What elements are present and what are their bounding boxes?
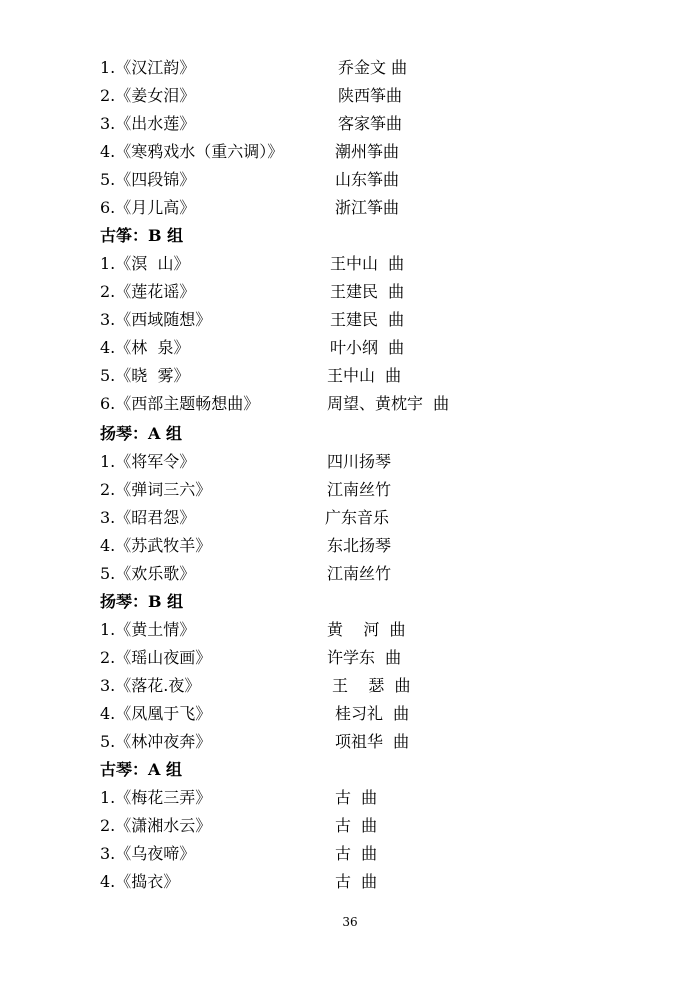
piece-composer: 古 曲: [335, 788, 378, 807]
list-item: [0, 644, 700, 672]
piece-title: 1.《将军令》: [100, 452, 196, 471]
piece-title: 4.《寒鸦戏水（重六调）》: [100, 142, 284, 161]
list-item: [0, 390, 700, 418]
piece-composer: 广东音乐: [325, 508, 390, 527]
section-heading: 扬琴：A 组: [100, 424, 182, 443]
piece-composer: 山东筝曲: [335, 170, 400, 189]
list-item: [0, 672, 700, 700]
piece-composer: 古 曲: [335, 872, 378, 891]
piece-title: 4.《林 泉》: [100, 338, 190, 357]
list-item: [0, 278, 700, 306]
piece-composer: 王 瑟 曲: [332, 676, 411, 695]
piece-composer: 项祖华 曲: [335, 732, 410, 751]
piece-composer: 黄 河 曲: [327, 620, 406, 639]
list-item: [0, 532, 700, 560]
list-item: [0, 82, 700, 110]
piece-title: 3.《乌夜啼》: [100, 844, 196, 863]
piece-title: 2.《姜女泪》: [100, 86, 196, 105]
piece-composer: 王中山 曲: [327, 366, 402, 385]
piece-composer: 古 曲: [335, 816, 378, 835]
list-item: [0, 728, 700, 756]
piece-composer: 古 曲: [335, 844, 378, 863]
list-item: [0, 250, 700, 278]
piece-composer: 潮州筝曲: [335, 142, 400, 161]
piece-title: 5.《林冲夜奔》: [100, 732, 212, 751]
piece-composer: 浙江筝曲: [335, 198, 400, 217]
piece-title: 6.《月儿高》: [100, 198, 196, 217]
piece-title: 1.《黄土情》: [100, 620, 196, 639]
piece-title: 2.《莲花谣》: [100, 282, 196, 301]
piece-title: 5.《欢乐歌》: [100, 564, 196, 583]
piece-title: 2.《潇湘水云》: [100, 816, 212, 835]
list-item: [0, 840, 700, 868]
list-item: [0, 306, 700, 334]
piece-composer: 王中山 曲: [330, 254, 405, 273]
list-item: [0, 448, 700, 476]
piece-composer: 桂习礼 曲: [335, 704, 410, 723]
section-heading: 扬琴：B 组: [100, 592, 184, 611]
piece-composer: 叶小纲 曲: [330, 338, 405, 357]
piece-composer: 四川扬琴: [327, 452, 392, 471]
list-item: [0, 54, 700, 82]
list-item: [0, 868, 700, 896]
piece-composer: 王建民 曲: [330, 282, 405, 301]
piece-composer: 许学东 曲: [327, 648, 402, 667]
piece-title: 5.《四段锦》: [100, 170, 196, 189]
list-item: [0, 166, 700, 194]
list-item: [0, 812, 700, 840]
section-heading: 古琴：A 组: [100, 760, 182, 779]
list-item: [0, 700, 700, 728]
list-item: [0, 560, 700, 588]
list-item: [0, 334, 700, 362]
list-item: [0, 110, 700, 138]
list-item: [0, 784, 700, 812]
piece-composer: 王建民 曲: [330, 310, 405, 329]
piece-title: 4.《凤凰于飞》: [100, 704, 212, 723]
piece-title: 3.《西域随想》: [100, 310, 212, 329]
piece-title: 1.《溟 山》: [100, 254, 190, 273]
piece-title: 3.《昭君怨》: [100, 508, 196, 527]
piece-composer: 周望、黄枕宇 曲: [327, 394, 450, 413]
piece-title: 5.《晓 雾》: [100, 366, 190, 385]
piece-composer: 客家筝曲: [338, 114, 403, 133]
piece-title: 1.《汉江韵》: [100, 58, 196, 77]
piece-composer: 江南丝竹: [327, 480, 392, 499]
piece-composer: 江南丝竹: [327, 564, 392, 583]
list-item: [0, 504, 700, 532]
list-item: [0, 194, 700, 222]
piece-title: 4.《捣衣》: [100, 872, 180, 891]
piece-title: 3.《出水莲》: [100, 114, 196, 133]
page-number: 36: [342, 915, 358, 929]
piece-title: 1.《梅花三弄》: [100, 788, 212, 807]
section-heading: 古筝：B 组: [100, 226, 184, 245]
piece-title: 2.《弹词三六》: [100, 480, 212, 499]
piece-title: 3.《落花.夜》: [100, 676, 201, 695]
piece-title: 2.《瑶山夜画》: [100, 648, 212, 667]
list-item: [0, 616, 700, 644]
piece-composer: 陕西筝曲: [338, 86, 403, 105]
piece-title: 4.《苏武牧羊》: [100, 536, 212, 555]
list-item: [0, 138, 700, 166]
list-item: [0, 362, 700, 390]
piece-composer: 东北扬琴: [327, 536, 392, 555]
list-item: [0, 476, 700, 504]
piece-composer: 乔金文 曲: [338, 58, 408, 77]
piece-title: 6.《西部主题畅想曲》: [100, 394, 260, 413]
